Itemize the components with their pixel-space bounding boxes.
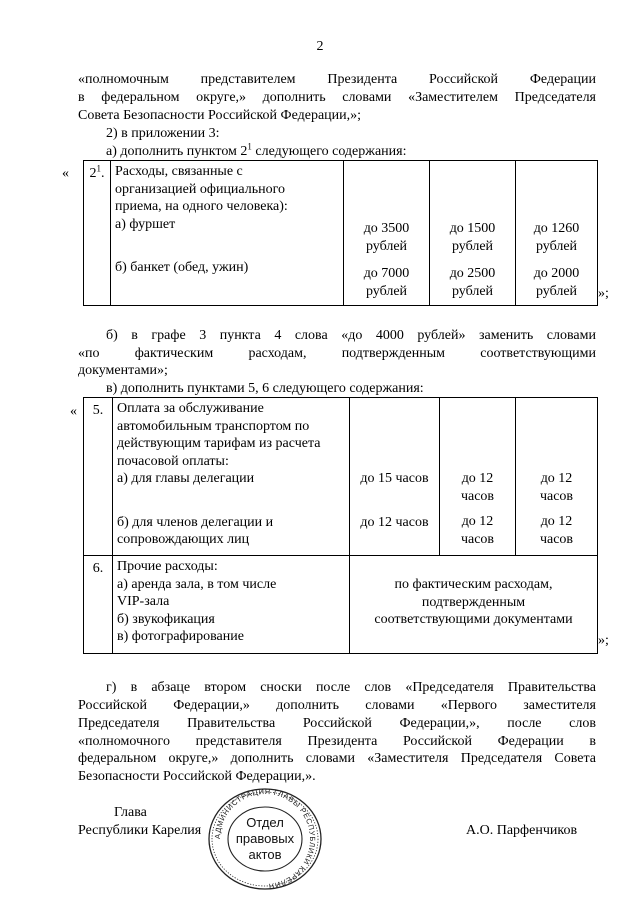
stamp-center-line-1: Отдел [246,815,284,830]
table2-row6-number: 6. [84,556,113,654]
table1-close-quote: »; [598,286,609,301]
table1-col3: до 1260 рублей до 2000 рублей [516,161,598,306]
para-g-line-6: Безопасности Российской Федерации,». [78,769,316,784]
para-g-line-2: Российской Федерации,» дополнить словами «Первого заместителя [78,698,596,713]
table1-row-number: $2^1$. [84,161,111,306]
table2-row5-col1: до 15 часов до 12 часов [350,398,440,556]
para1-line-1: «полномочным представителем Президента Российской Федерации [78,72,596,87]
table1-open-quote: « [62,166,69,181]
table2-row-5 [84,398,598,556]
table2-close-quote: »; [598,633,609,648]
item-2-heading: 2) в приложении 3: [106,126,220,141]
para-b-line-3: документами»; [78,363,168,378]
table2-open-quote: « [70,404,77,419]
para-b-line-2: «по фактическим расходам, подтвержденным соответствующими [78,346,596,361]
para-g-line-3: Председателя Правительства Российской Федерации,», после слов [78,716,596,731]
signature-title-line-1: Глава [114,805,147,820]
item-2a-heading: а) дополнить пунктом $2^1$ следующего содержания: [106,141,407,159]
item-v-heading: в) дополнить пунктами 5, 6 следующего содержания: [106,381,424,396]
para-g-line-1: г) в абзаце втором сноски после слов «Председателя Правительства [106,680,596,695]
table1-description: Расходы, связанные с организацией официального приема, на одного человека): а) фуршет б) банкет (обед, ужин) [111,161,344,306]
para-g-line-4: «полномочного представителя Президента Российской Федерации в [78,734,596,749]
table1-label-b: б) банкет (обед, ужин) [115,260,249,275]
table1-col2: до 1500 рублей до 2500 рублей [430,161,516,306]
table1-col1: до 3500 рублей до 7000 рублей [344,161,430,306]
para1-line-3: Совета Безопасности Российской Федерации,»; [78,108,362,123]
table2-row6-description: Прочие расходы: а) аренда зала, в том числе VIP-зала б) звукофикация в) фотографирование [113,556,350,654]
table2-row6-merged: по фактическим расходам, подтвержденным соответствующими документами [350,556,598,654]
table2-row-6 [84,556,598,654]
table2-row5-col2: до 12 часов до 12 часов [440,398,516,556]
table2-row5-description: Оплата за обслуживание автомобильным транспортом по действующим тарифам из расчета почасовой оплаты: а) для главы делегации б) для членов делегации и сопровождающих лиц [113,398,350,556]
table1-row [84,161,598,306]
para-b-line-1: б) в графе 3 пункта 4 слова «до 4000 рублей» заменить словами [106,328,596,343]
expenses-table-1 [83,160,598,306]
stamp-center-line-2: правовых [235,831,295,846]
official-stamp [206,787,324,891]
table2-row5-number: 5. [84,398,113,556]
page-number: 2 [316,39,324,54]
table2-row5-col3: до 12 часов до 12 часов [516,398,598,556]
signature-name: А.О. Парфенчиков [466,823,578,838]
para1-line-2: в федеральном округе,» дополнить словами «Заместителем Председателя [78,90,596,105]
stamp-center-line-3: актов [248,847,282,862]
expenses-table-2 [83,397,598,654]
table1-label-a: а) фуршет [115,216,176,232]
stamp-ring-text: АДМИНИСТРАЦИЯ ГЛАВЫ РЕСПУБЛИКИ КАРЕЛИЯ [212,787,318,891]
signature-title-line-2: Республики Карелия [78,823,202,838]
para-g-line-5: федеральном округе,» дополнить словами «Заместителя Председателя Совета [78,751,596,766]
